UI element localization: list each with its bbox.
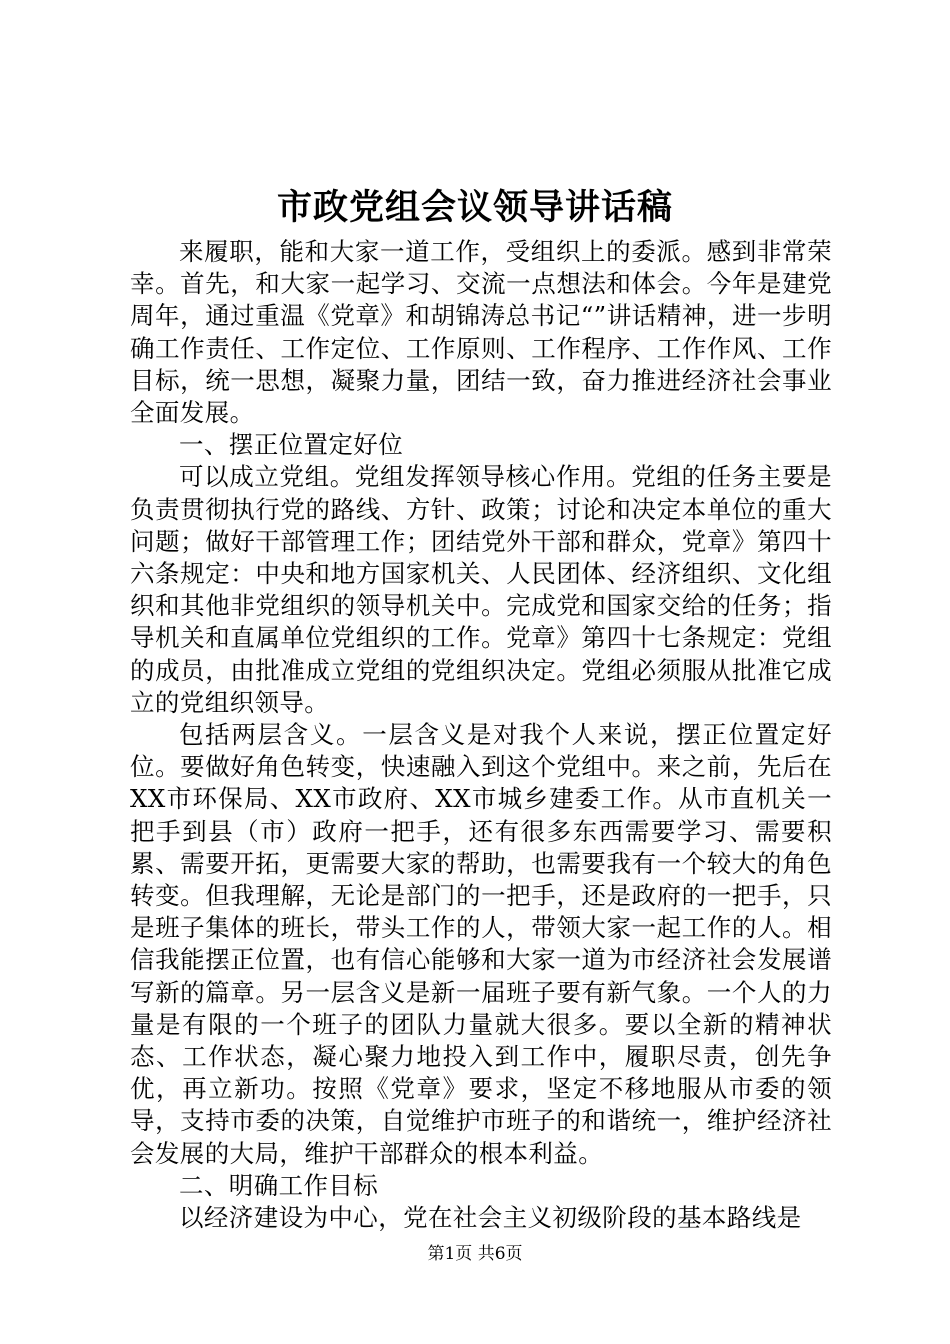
section-heading-1: 一、摆正位置定好位 — [179, 430, 404, 460]
paragraph-two-meanings: 包括两层含义。一层含义是对我个人来说，摆正位置定好位。要做好角色转变，快速融入到这个党组中。来之前，先后在XX市环保局、XX市政府、XX市城乡建委工作。从市直机关一把手到县（市）政府一把手，还有很多东西需要学习、需要积累、需要开拓，更需要大家的帮助，也需要我有一个较大的角色转变。但我理解，无论是部门的一把手，还是政府的一把手，只是班子集体的班长，带头工作的人，带领大家一起工作的人。相信我能摆正位置，也有信心能够和大家一道为市经济社会发展谱写新的篇章。另一层含义是新一届班子要有新气象。一个人的力量是有限的一个班子的团队力量就大很多。要以全新的精神状态、工作状态，凝心聚力地投入到工作中，履职尽责，创先争优，再立新功。按照《党章》要求，坚定不移地服从市委的领导，支持市委的决策，自觉维护市班子的和谐统一，维护经济社会发展的大局，维护干部群众的根本利益。 — [130, 720, 832, 1168]
document-title: 市政党组会议领导讲话稿 — [276, 187, 673, 228]
page-number: 第1页 共6页 — [427, 1244, 523, 1264]
paragraph-party-group: 可以成立党组。党组发挥领导核心作用。党组的任务主要是负责贯彻执行党的路线、方针、政策；讨论和决定本单位的重大问题；做好干部管理工作；团结党外干部和群众，党章》第四十六条规定：中央和地方国家机关、人民团体、经济组织、文化组织和其他非党组织的领导机关中。完成党和国家交给的任务；指导机关和直属单位党组织的工作。党章》第四十七条规定：党组的成员，由批准成立党组的党组织决定。党组必须服从批准它成立的党组织领导。 — [130, 462, 832, 717]
document-body — [130, 236, 832, 1234]
paragraph-basic-line: 以经济建设为中心，党在社会主义初级阶段的基本路线是 — [179, 1203, 802, 1233]
section-heading-2: 二、明确工作目标 — [179, 1170, 379, 1200]
paragraph-intro: 来履职，能和大家一道工作，受组织上的委派。感到非常荣幸。首先，和大家一起学习、交流一点想法和体会。今年是建党周年，通过重温《党章》和胡锦涛总书记“”讲话精神，进一步明确工作责任、工作定位、工作原则、工作程序、工作作风、工作目标，统一思想，凝聚力量，团结一致，奋力推进经济社会事业全面发展。 — [130, 237, 832, 428]
